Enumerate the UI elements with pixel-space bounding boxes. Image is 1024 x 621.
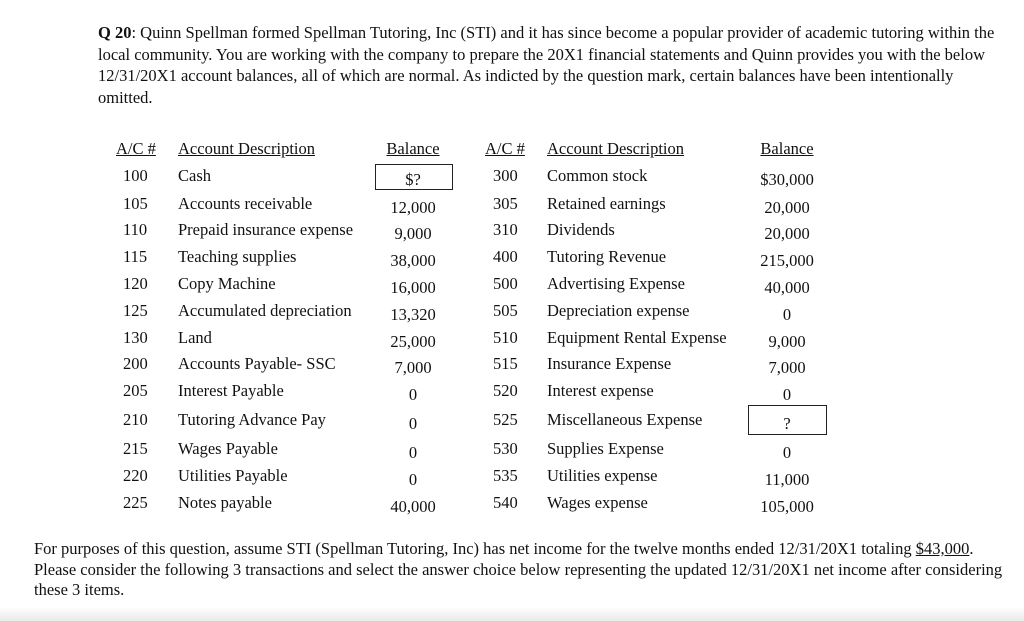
account-number: 515 bbox=[493, 354, 518, 373]
account-balance: 0 bbox=[782, 443, 792, 462]
account-description: Teaching supplies bbox=[178, 247, 297, 266]
left-header-balance: Balance bbox=[386, 139, 440, 158]
account-number: 215 bbox=[123, 439, 148, 458]
account-balance: 40,000 bbox=[764, 278, 810, 297]
account-balance: 0 bbox=[408, 414, 418, 433]
left-header-acno: A/C # bbox=[116, 139, 156, 158]
instructions-part1: For purposes of this question, assume STI (Spellman Tutoring, Inc) has net income for the twelve months ended 12/31/20X1 totaling bbox=[34, 539, 916, 558]
left-header-description: Account Description bbox=[178, 139, 316, 158]
account-description: Accounts Payable- SSC bbox=[178, 354, 336, 373]
account-balance: 20,000 bbox=[764, 224, 810, 243]
right-header-balance: Balance bbox=[760, 139, 814, 158]
account-description: Advertising Expense bbox=[547, 274, 685, 293]
account-number: 535 bbox=[493, 466, 518, 485]
account-number: 540 bbox=[493, 493, 518, 512]
account-description: Retained earnings bbox=[547, 194, 666, 213]
account-description: Tutoring Advance Pay bbox=[178, 410, 326, 429]
account-balance: 16,000 bbox=[390, 278, 436, 297]
account-balance: 9,000 bbox=[768, 332, 806, 351]
account-description: Copy Machine bbox=[178, 274, 276, 293]
account-number: 525 bbox=[493, 410, 518, 429]
account-balance: 0 bbox=[782, 305, 792, 324]
account-number: 510 bbox=[493, 328, 518, 347]
net-income-instructions bbox=[34, 539, 1004, 601]
instructions-part2: . Please consider the following 3 transactions and select the answer choice below representing the updated 12/31/20X1 net income after considering these 3 items. bbox=[34, 539, 1003, 599]
account-balance: 20,000 bbox=[764, 198, 810, 217]
account-balance: 11,000 bbox=[764, 470, 810, 489]
account-description: Tutoring Revenue bbox=[547, 247, 667, 266]
account-number: 210 bbox=[123, 410, 148, 429]
account-number: 220 bbox=[123, 466, 148, 485]
account-balance: 12,000 bbox=[390, 198, 436, 217]
net-income-amount: $43,000 bbox=[915, 539, 970, 558]
account-description: Insurance Expense bbox=[547, 354, 672, 373]
account-balance: 25,000 bbox=[390, 332, 436, 351]
account-description: Prepaid insurance expense bbox=[178, 220, 354, 239]
right-header-acno: A/C # bbox=[485, 139, 525, 158]
account-description: Cash bbox=[178, 166, 211, 185]
account-balance: $30,000 bbox=[760, 170, 814, 189]
account-description: Notes payable bbox=[178, 493, 272, 512]
account-number: 130 bbox=[123, 328, 148, 347]
question-label: Q 20 bbox=[98, 23, 132, 42]
account-number: 225 bbox=[123, 493, 148, 512]
cash-balance-box bbox=[375, 164, 453, 190]
account-number: 110 bbox=[123, 220, 148, 239]
account-number: 400 bbox=[493, 247, 518, 266]
page-bottom-edge bbox=[0, 607, 1024, 621]
account-balance: 215,000 bbox=[760, 251, 814, 270]
account-number: 530 bbox=[493, 439, 518, 458]
account-description: Dividends bbox=[547, 220, 615, 239]
account-number: 100 bbox=[123, 166, 148, 185]
account-balance: 38,000 bbox=[390, 251, 436, 270]
account-description: Interest Payable bbox=[178, 381, 284, 400]
misc-expense-balance-box bbox=[748, 405, 827, 435]
account-number: 305 bbox=[493, 194, 518, 213]
account-number: 505 bbox=[493, 301, 518, 320]
account-number: 200 bbox=[123, 354, 148, 373]
account-description: Common stock bbox=[547, 166, 648, 185]
account-number: 300 bbox=[493, 166, 518, 185]
account-balance: 0 bbox=[782, 385, 792, 404]
question-text: : Quinn Spellman formed Spellman Tutoring, Inc (STI) and it has since become a popular provider of academic tutoring within the local community. You are working with the company to prepare the 20X1 financial statements and Quinn provides you with the below 12/31/20X1 account balances, all of which are normal. As indicted by the question mark, certain balances have been intentionally omitted. bbox=[98, 23, 995, 107]
account-number: 500 bbox=[493, 274, 518, 293]
account-number: 125 bbox=[123, 301, 148, 320]
right-header-description: Account Description bbox=[547, 139, 685, 158]
account-description: Supplies Expense bbox=[547, 439, 664, 458]
account-balance: 7,000 bbox=[768, 358, 806, 377]
account-number: 205 bbox=[123, 381, 148, 400]
account-description: Wages expense bbox=[547, 493, 648, 512]
account-description: Land bbox=[178, 328, 212, 347]
account-number: 105 bbox=[123, 194, 148, 213]
account-description: Equipment Rental Expense bbox=[547, 328, 727, 347]
account-number: 310 bbox=[493, 220, 518, 239]
account-description: Wages Payable bbox=[178, 439, 278, 458]
account-balance: 7,000 bbox=[394, 358, 432, 377]
account-balance: $? bbox=[405, 170, 421, 189]
account-description: Utilities Payable bbox=[178, 466, 288, 485]
account-balance: 9,000 bbox=[394, 224, 432, 243]
question-prompt bbox=[98, 22, 998, 108]
account-balance: 13,320 bbox=[390, 305, 436, 324]
account-number: 115 bbox=[123, 247, 148, 266]
account-description: Utilities expense bbox=[547, 466, 658, 485]
account-description: Accounts receivable bbox=[178, 194, 313, 213]
account-number: 120 bbox=[123, 274, 148, 293]
account-balance: 0 bbox=[408, 443, 418, 462]
account-description: Depreciation expense bbox=[547, 301, 690, 320]
account-description: Miscellaneous Expense bbox=[547, 410, 703, 429]
account-description: Accumulated depreciation bbox=[178, 301, 352, 320]
account-balance: 0 bbox=[408, 385, 418, 404]
account-number: 520 bbox=[493, 381, 518, 400]
account-balance: 40,000 bbox=[390, 497, 436, 516]
account-balance: 0 bbox=[408, 470, 418, 489]
account-balance: ? bbox=[783, 414, 791, 433]
account-balance: 105,000 bbox=[760, 497, 814, 516]
account-description: Interest expense bbox=[547, 381, 654, 400]
